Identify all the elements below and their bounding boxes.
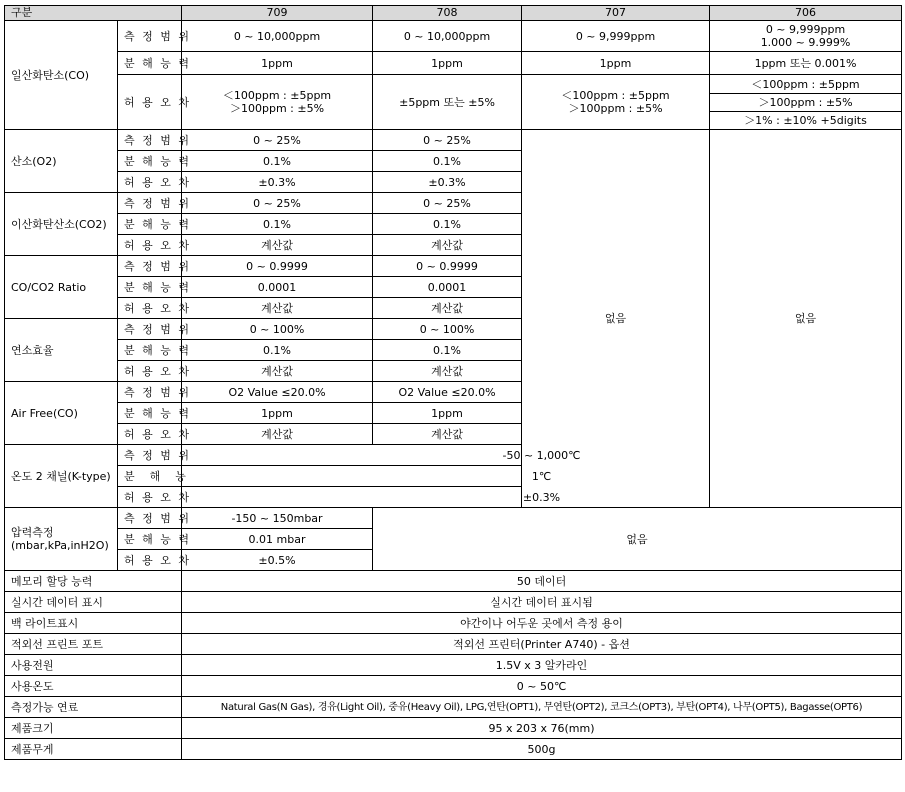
co-resolution-706: 1ppm 또는 0.001% [710, 52, 902, 75]
co-range-706-line1: 0 ~ 9,999ppm [765, 23, 846, 36]
sub-label-tolerance: 허 용 오 차 [118, 487, 182, 508]
header-model-707: 707 [522, 6, 710, 21]
sub-label-resolution: 분 해 능 력 [118, 403, 182, 424]
category-pressure-line1: 압력측정 [11, 526, 54, 539]
ratio-tolerance-708: 계산값 [373, 298, 522, 319]
sub-label-range: 측 정 범 위 [118, 256, 182, 277]
o2-range-708: 0 ~ 25% [373, 130, 522, 151]
sub-label-tolerance: 허 용 오 차 [118, 235, 182, 256]
co-range-709: 0 ~ 10,000ppm [182, 21, 373, 52]
airfree-tolerance-708: 계산값 [373, 424, 522, 445]
misc-value-fuels: Natural Gas(N Gas), 경유(Light Oil), 중유(Heavy Oil), LPG,연탄(OPT1), 무연탄(OPT2), 코크스(OPT3), 부탄(OPT4), 나무(OPT5), Bagasse(OPT6) [182, 697, 902, 718]
co-range-708: 0 ~ 10,000ppm [373, 21, 522, 52]
co-tolerance-706-line2: ＞100ppm : ±5% [710, 93, 901, 111]
airfree-range-708: O2 Value ≤20.0% [373, 382, 522, 403]
none-706: 없음 [710, 130, 902, 508]
pressure-none: 없음 [373, 508, 902, 571]
category-pressure-line2: (mbar,kPa,inH2O) [11, 539, 109, 552]
category-ratio: CO/CO2 Ratio [5, 256, 118, 319]
temp-resolution-row [5, 466, 902, 487]
sub-label-tolerance: 허 용 오 차 [118, 424, 182, 445]
sub-label-tolerance: 허 용 오 차 [118, 361, 182, 382]
sub-label-tolerance: 허 용 오 차 [118, 172, 182, 193]
sub-label-resolution: 분 해 능 력 [118, 151, 182, 172]
misc-label-size: 제품크기 [5, 718, 182, 739]
misc-value-operating-temp: 0 ~ 50℃ [182, 676, 902, 697]
misc-label-fuels: 측정가능 연료 [5, 697, 182, 718]
co-resolution-709: 1ppm [182, 52, 373, 75]
misc-row-power [5, 655, 902, 676]
co2-range-709: 0 ~ 25% [182, 193, 373, 214]
temp-range-value: -50 ~ 1,000℃ [182, 445, 902, 466]
ratio-tolerance-709: 계산값 [182, 298, 373, 319]
category-airfree: Air Free(CO) [5, 382, 118, 445]
misc-value-ir-printer: 적외선 프린터(Printer A740) - 옵션 [182, 634, 902, 655]
misc-row-ir-printer [5, 634, 902, 655]
co-tolerance-707-line1: ＜100ppm : ±5ppm [561, 89, 670, 102]
ratio-range-708: 0 ~ 0.9999 [373, 256, 522, 277]
co-tolerance-706-subtable [710, 76, 901, 129]
pressure-range-709: -150 ~ 150mbar [182, 508, 373, 529]
co-tolerance-709 [182, 75, 373, 130]
co-tolerance-row [5, 75, 902, 130]
spec-table-container [4, 5, 902, 760]
misc-label-ir-printer: 적외선 프린트 포트 [5, 634, 182, 655]
sub-label-resolution-temp: 분 해 능 [118, 466, 182, 487]
airfree-tolerance-709: 계산값 [182, 424, 373, 445]
spec-table [4, 5, 902, 760]
sub-label-tolerance: 허 용 오 차 [118, 75, 182, 130]
temp-resolution-value: 1℃ [182, 466, 902, 487]
co2-resolution-709: 0.1% [182, 214, 373, 235]
category-o2: 산소(O2) [5, 130, 118, 193]
category-temp: 온도 2 채널(K-type) [5, 445, 118, 508]
header-gubun: 구분 [5, 6, 182, 21]
co-resolution-row [5, 52, 902, 75]
misc-value-power: 1.5V x 3 알카라인 [182, 655, 902, 676]
category-co2: 이산화탄산소(CO2) [5, 193, 118, 256]
sub-label-range: 측 정 범 위 [118, 193, 182, 214]
co-tolerance-706-line1: ＜100ppm : ±5ppm [710, 76, 901, 94]
ratio-range-709: 0 ~ 0.9999 [182, 256, 373, 277]
misc-label-backlight: 백 라이트표시 [5, 613, 182, 634]
misc-label-operating-temp: 사용온도 [5, 676, 182, 697]
pressure-resolution-709: 0.01 mbar [182, 529, 373, 550]
co-range-row [5, 21, 902, 52]
o2-tolerance-709: ±0.3% [182, 172, 373, 193]
sub-label-tolerance: 허 용 오 차 [118, 550, 182, 571]
o2-resolution-708: 0.1% [373, 151, 522, 172]
category-efficiency: 연소효율 [5, 319, 118, 382]
misc-label-weight: 제품무게 [5, 739, 182, 760]
co-tolerance-709-line2: ＞100ppm : ±5% [229, 102, 325, 115]
category-pressure [5, 508, 118, 571]
misc-value-backlight: 야간이나 어두운 곳에서 측정 용이 [182, 613, 902, 634]
sub-label-resolution: 분 해 능 력 [118, 340, 182, 361]
efficiency-resolution-708: 0.1% [373, 340, 522, 361]
header-row [5, 6, 902, 21]
misc-value-realtime: 실시간 데이터 표시됨 [182, 592, 902, 613]
o2-range-row [5, 130, 902, 151]
efficiency-range-708: 0 ~ 100% [373, 319, 522, 340]
co2-tolerance-708: 계산값 [373, 235, 522, 256]
efficiency-resolution-709: 0.1% [182, 340, 373, 361]
misc-row-weight [5, 739, 902, 760]
co-resolution-707: 1ppm [522, 52, 710, 75]
co-range-706-line2: 1.000 ~ 9.999% [760, 36, 851, 49]
sub-label-resolution: 분 해 능 력 [118, 214, 182, 235]
sub-label-resolution: 분 해 능 력 [118, 52, 182, 75]
co-tolerance-709-line1: ＜100ppm : ±5ppm [222, 89, 332, 102]
misc-label-power: 사용전원 [5, 655, 182, 676]
co-range-707: 0 ~ 9,999ppm [522, 21, 710, 52]
co-tolerance-708: ±5ppm 또는 ±5% [373, 75, 522, 130]
sub-label-range: 측 정 범 위 [118, 382, 182, 403]
o2-tolerance-708: ±0.3% [373, 172, 522, 193]
temp-tolerance-row [5, 487, 902, 508]
co-range-706 [710, 21, 902, 52]
misc-value-memory: 50 데이터 [182, 571, 902, 592]
ratio-resolution-709: 0.0001 [182, 277, 373, 298]
airfree-range-709: O2 Value ≤20.0% [182, 382, 373, 403]
misc-row-size [5, 718, 902, 739]
airfree-resolution-709: 1ppm [182, 403, 373, 424]
temp-tolerance-value: ±0.3% [182, 487, 902, 508]
airfree-resolution-708: 1ppm [373, 403, 522, 424]
co2-tolerance-709: 계산값 [182, 235, 373, 256]
sub-label-range: 측 정 범 위 [118, 445, 182, 466]
sub-label-resolution: 분 해 능 력 [118, 277, 182, 298]
efficiency-tolerance-708: 계산값 [373, 361, 522, 382]
misc-value-weight: 500g [182, 739, 902, 760]
o2-resolution-709: 0.1% [182, 151, 373, 172]
sub-label-range: 측 정 범 위 [118, 21, 182, 52]
sub-label-range: 측 정 범 위 [118, 319, 182, 340]
misc-label-realtime: 실시간 데이터 표시 [5, 592, 182, 613]
misc-row-memory [5, 571, 902, 592]
co-tolerance-706-line3: ＞1% : ±10% +5digits [744, 113, 867, 127]
header-model-709: 709 [182, 6, 373, 21]
misc-row-fuels [5, 697, 902, 718]
sub-label-tolerance: 허 용 오 차 [118, 298, 182, 319]
efficiency-range-709: 0 ~ 100% [182, 319, 373, 340]
co-tolerance-707-line2: ＞100ppm : ±5% [568, 102, 663, 115]
misc-row-realtime [5, 592, 902, 613]
co-resolution-708: 1ppm [373, 52, 522, 75]
co2-range-708: 0 ~ 25% [373, 193, 522, 214]
pressure-tolerance-709: ±0.5% [182, 550, 373, 571]
misc-row-backlight [5, 613, 902, 634]
header-model-706: 706 [710, 6, 902, 21]
o2-range-709: 0 ~ 25% [182, 130, 373, 151]
temp-range-row [5, 445, 902, 466]
ratio-resolution-708: 0.0001 [373, 277, 522, 298]
sub-label-resolution: 분 해 능 력 [118, 529, 182, 550]
misc-row-operating-temp [5, 676, 902, 697]
category-co: 일산화탄소(CO) [5, 21, 118, 130]
co2-resolution-708: 0.1% [373, 214, 522, 235]
none-707: 없음 [522, 130, 710, 508]
pressure-range-row [5, 508, 902, 529]
misc-label-memory: 메모리 할당 능력 [5, 571, 182, 592]
header-model-708: 708 [373, 6, 522, 21]
misc-value-size: 95 x 203 x 76(mm) [182, 718, 902, 739]
co-tolerance-707 [522, 75, 710, 130]
co-tolerance-706 [710, 75, 902, 130]
sub-label-range: 측 정 범 위 [118, 130, 182, 151]
sub-label-range: 측 정 범 위 [118, 508, 182, 529]
efficiency-tolerance-709: 계산값 [182, 361, 373, 382]
